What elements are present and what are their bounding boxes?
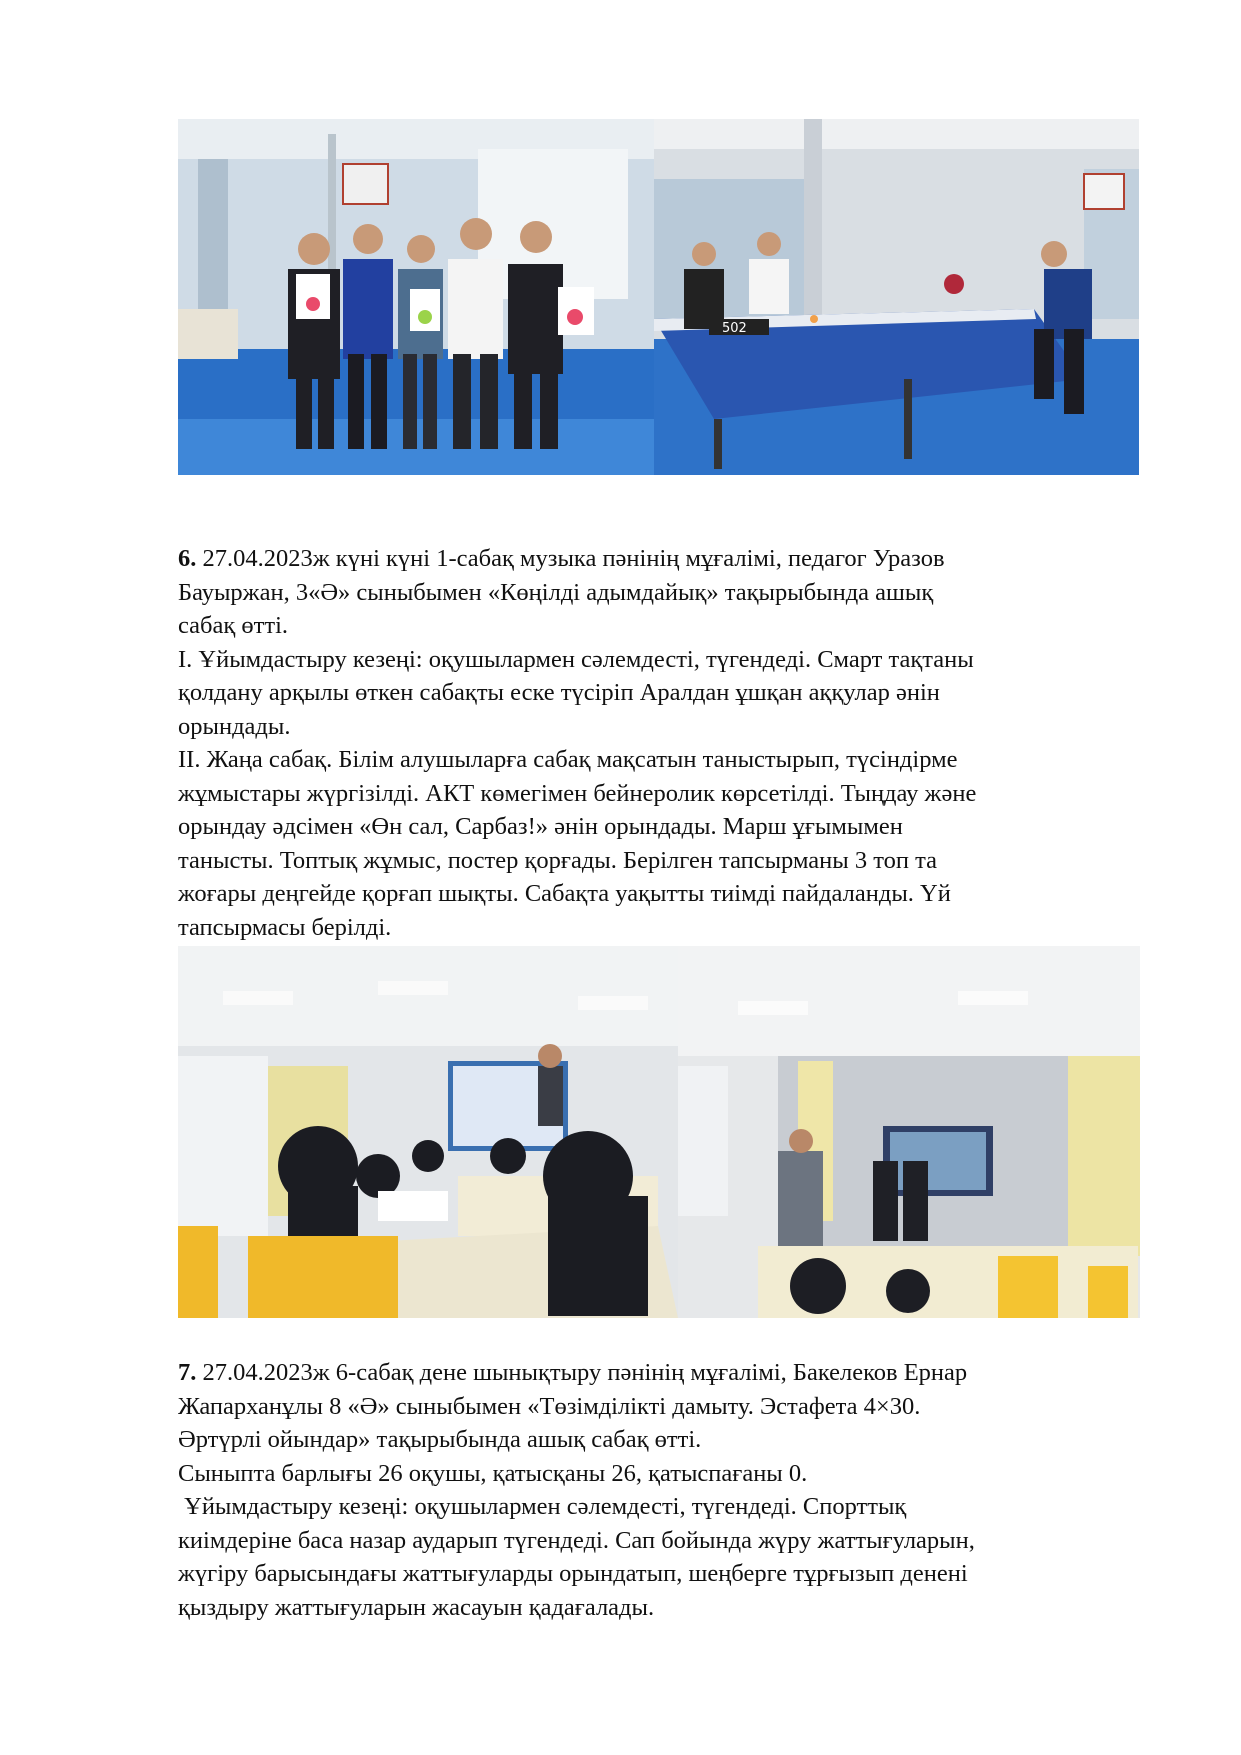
section-6-line-2: Бауыржан, 3«Ә» сыныбымен «Көңілді адымдайық» тақырыбында ашық: [178, 578, 934, 606]
photo-music-presentation: [678, 946, 1140, 1318]
section-6-line-5: қолдану арқылы өткен сабақты еске түсіріп Аралдан ұшқан аққулар әнін: [178, 679, 940, 706]
section-6-line-11: жоғары деңгейде қорғап шықты. Сабақта уақытты тиімді пайдаланды. Үй: [178, 880, 951, 907]
section-7-line-5: Ұйымдастыру кезеңі: оқушылармен сәлемдесті, түгендеді. Спорттық: [178, 1493, 907, 1520]
score-display: 502: [722, 321, 747, 336]
section-7-line-1: 7. 27.04.2023ж 6-сабақ дене шынықтыру пәнінің мұғалімі, Бакелеков Ернар: [178, 1359, 968, 1386]
section-6-line-1: 6. 27.04.2023ж күні күні 1-сабақ музыка пәнінің мұғалімі, педагог Уразов: [178, 545, 945, 572]
section-6-line-4: I. Ұйымдастыру кезеңі: оқушылармен сәлемдесті, түгендеді. Смарт тақтаны: [178, 645, 974, 673]
section-6-line-6: орындады.: [178, 712, 291, 740]
section-7-line-8: қыздыру жаттығуларын жасауын қадағалады.: [178, 1593, 655, 1621]
section-6-line-7: II. Жаңа сабақ. Білім алушыларға сабақ мақсатын таныстырып, түсіндірме: [178, 746, 958, 773]
section-7-line-2: Жапарханұлы 8 «Ә» сыныбымен «Төзімділікті дамыту. Эстафета 4×30.: [178, 1392, 921, 1420]
section-6-number: 6.: [178, 545, 197, 572]
section-6: [178, 542, 1158, 944]
section-6-line-8: жұмыстары жүргізілді. АКТ көмегімен бейнеролик көрсетілді. Тыңдау және: [178, 779, 977, 807]
section-7-line-4: Сыныпта барлығы 26 оқушы, қатысқаны 26, қатыспағаны 0.: [178, 1459, 808, 1487]
section-6-line-12: тапсырмасы берілді.: [178, 913, 392, 941]
section-6-line-3: сабақ өтті.: [178, 612, 289, 639]
photo-gym-group: [178, 119, 654, 475]
section-7-line-3: Әртүрлі ойындар» тақырыбында ашық сабақ өтті.: [178, 1426, 702, 1453]
section-7-number: 7.: [178, 1359, 197, 1386]
section-6-line-10: танысты. Топтық жұмыс, постер қорғады. Берілген тапсырманы 3 топ та: [178, 846, 937, 874]
photo-music-classroom: [178, 946, 678, 1318]
section-7-line-7: жүгіру барысындағы жаттығуларды орындатып, шеңберге тұрғызып денені: [178, 1560, 968, 1587]
section-7: [178, 1356, 1158, 1624]
section-6-line-9: орындау әдсімен «Өн сал, Сарбаз!» әнін орындады. Марш ұғымымен: [178, 813, 903, 840]
section-7-line-6: киімдеріне баса назар аударып түгендеді. Сап бойында жүру жаттығуларын,: [178, 1526, 975, 1554]
photo-table-tennis: [654, 119, 1139, 475]
